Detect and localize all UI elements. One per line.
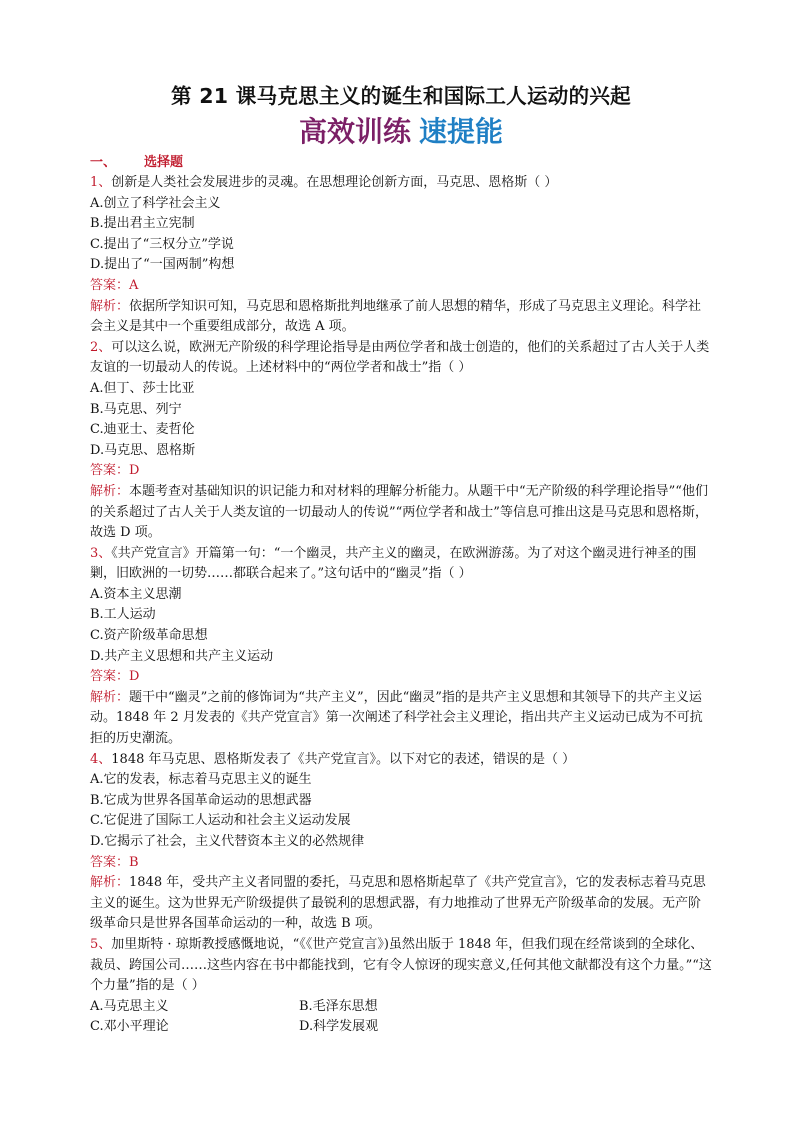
question-text: 《共产党宣言》开篇第一句：“一个幽灵，共产主义的幽灵，在欧洲游荡。为了对这个幽灵进行神圣的围剿，旧欧洲的一切势……都联合起来了。”这句话中的“幽灵”指（ ） (90, 545, 697, 582)
answer-label: 答案： (90, 277, 130, 293)
answer-label: 答案： (90, 854, 130, 870)
answer-line (90, 461, 712, 482)
explanation-label: 解析： (90, 689, 130, 705)
question-stem (90, 544, 712, 585)
option-a: A.它的发表，标志着马克思主义的诞生 (90, 772, 312, 788)
option-c: C.迪亚士、麦哲伦 (90, 422, 195, 438)
question-text: 加里斯特 · 琼斯教授感慨地说，“《《世产党宣言》)虽然出版于 1848 年，但我们现在经常谈到的全球化、裁员、跨国公司……这些内容在书中都能找到，它有令人惊讶的现实意义,任何其他文献都没有这个力量。”“这个力量”指的是（ ） (90, 936, 712, 994)
explanation-label: 解析： (90, 875, 130, 891)
answer-line (90, 853, 712, 874)
question-text: 可以这么说，欧洲无产阶级的科学理论指导是由两位学者和战士创造的，他们的关系超过了古人关于人类友谊的一切最动人的传说。上述材料中的“两位学者和战士”指（ ） (90, 339, 710, 376)
explanation (90, 297, 712, 338)
answer-line (90, 667, 712, 688)
option-d: D.科学发展观 (299, 1019, 379, 1035)
question-1 (90, 173, 712, 338)
answer-value: D (129, 463, 140, 479)
option-c: C.它促进了国际工人运动和社会主义运动发展 (90, 813, 351, 829)
question-number: 2、 (90, 339, 112, 355)
question-text: 创新是人类社会发展进步的灵魂。在思想理论创新方面，马克思、恩格斯（ ） (111, 175, 558, 190)
section-label: 选择题 (144, 155, 184, 170)
options-row (90, 997, 712, 1018)
option-c: C.邓小平理论 (90, 1019, 169, 1035)
page-title: 第 21 课马克思主义的诞生和国际工人运动的兴起 (170, 84, 631, 108)
explanation (90, 688, 712, 750)
option-d: D.马克思、恩格斯 (90, 442, 196, 458)
option-a: A.资本主义思潮 (90, 586, 182, 602)
option-a: A.创立了科学社会主义 (90, 195, 221, 211)
explanation-text: 依据所学知识可知，马克思和恩格斯批判地继承了前人思想的精华，形成了马克思主义理论。科学社会主义是其中一个重要组成部分，故选 A 项。 (90, 298, 702, 335)
explanation-text: 本题考查对基础知识的识记能力和对材料的理解分析能力。从题干中“无产阶级的科学理论指导”“他们的关系超过了古人关于人类友谊的一切最动人的传说”“两位学者和战士”等信息可推出这是马克思和恩格斯，故选 D 项。 (90, 483, 708, 541)
page-subtitle (90, 112, 712, 152)
question-stem (90, 935, 712, 997)
question-5 (90, 935, 712, 1038)
option-b: B.马克思、列宁 (90, 401, 182, 417)
explanation-text: 题干中“幽灵”之前的修饰词为“共产主义”，因此“幽灵”指的是共产主义思想和其领导下的共产主义运动。1848 年 2 月发表的《共产党宣言》第一次阐述了科学社会主义理论，指出共产主义运动已成为不可抗拒的历史潮流。 (90, 689, 703, 747)
section-number: 一、 (90, 155, 117, 170)
section-heading (90, 153, 712, 173)
option-a: A.马克思主义 (90, 998, 169, 1014)
subtitle-quick-improve: 速提能 (419, 115, 504, 148)
question-stem (90, 338, 712, 379)
option-b: B.工人运动 (90, 607, 156, 623)
option-d: D.共产主义思想和共产主义运动 (90, 648, 274, 664)
options-row (90, 1017, 712, 1038)
answer-value: A (129, 277, 139, 293)
answer-value: B (129, 854, 139, 870)
answer-label: 答案： (90, 463, 130, 479)
explanation (90, 482, 712, 544)
worksheet-page (90, 82, 712, 1038)
option-c: C.提出了“三权分立”学说 (90, 236, 234, 252)
answer-line (90, 276, 712, 297)
question-2 (90, 338, 712, 544)
question-stem (90, 750, 712, 771)
question-text: 1848 年马克思、恩格斯发表了《共产党宣言》。以下对它的表述，错误的是（ ） (111, 751, 576, 767)
question-number: 4、 (90, 751, 112, 767)
answer-label: 答案： (90, 669, 130, 685)
subtitle-efficient-training: 高效训练 (298, 115, 411, 148)
explanation-label: 解析： (90, 298, 130, 314)
explanation (90, 873, 712, 935)
option-b: B.毛泽东思想 (299, 998, 378, 1014)
option-d: D.提出了“一国两制”构想 (90, 257, 235, 273)
question-number: 5、 (90, 936, 112, 952)
option-b: B.它成为世界各国革命运动的思想武器 (90, 792, 312, 808)
question-number: 3、 (90, 545, 112, 561)
explanation-text: 1848 年，受共产主义者同盟的委托，马克思和恩格斯起草了《共产党宣言》，它的发表标志着马克思主义的诞生。这为世界无产阶级提供了最锐利的思想武器，有力地推动了世界无产阶级革命的发展。无产阶级革命只是世界各国革命运动的一种，故选 B 项。 (90, 875, 706, 932)
option-c: C.资产阶级革命思想 (90, 628, 208, 644)
option-d: D.它揭示了社会，主义代替资本主义的必然规律 (90, 834, 365, 849)
question-4 (90, 750, 712, 935)
option-b: B.提出君主立宪制 (90, 216, 195, 232)
question-3 (90, 544, 712, 750)
answer-value: D (129, 669, 140, 685)
question-stem (90, 173, 712, 194)
question-number: 1、 (90, 175, 112, 190)
option-a: A.但丁、莎士比亚 (90, 380, 195, 396)
explanation-label: 解析： (90, 483, 130, 499)
